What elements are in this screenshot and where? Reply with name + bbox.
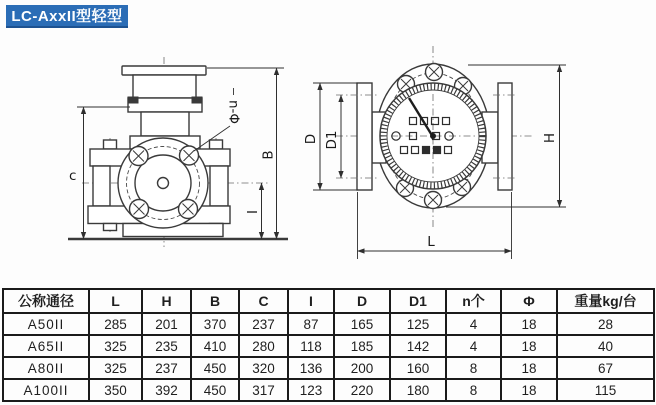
table-cell: 450	[191, 357, 239, 379]
front-view	[303, 46, 566, 259]
table-cell: 237	[239, 313, 288, 335]
table-cell: 200	[334, 357, 390, 379]
left-flange	[357, 83, 372, 190]
dim-label-L: L	[427, 234, 435, 250]
right-flange	[498, 83, 512, 190]
dim-label-I: I	[245, 210, 261, 214]
col-header-I: I	[288, 289, 334, 313]
bolt-note-label: n-Φ	[225, 99, 242, 125]
table-cell: 87	[288, 313, 334, 335]
col-header-D: D	[334, 289, 390, 313]
table-cell: 142	[390, 335, 446, 357]
table-cell: 40	[557, 335, 654, 357]
col-header-D1: D1	[390, 289, 446, 313]
spec-table	[2, 288, 655, 402]
table-cell: 410	[191, 335, 239, 357]
table-cell: 8	[446, 379, 501, 401]
counter-cap	[122, 66, 206, 75]
table-cell: 18	[501, 313, 557, 335]
table-cell: 280	[239, 335, 288, 357]
table-cell: A100II	[3, 379, 89, 401]
bolt-icon	[179, 200, 198, 219]
table-cell: 285	[89, 313, 142, 335]
table-row	[3, 335, 654, 357]
table-cell: 4	[446, 335, 501, 357]
col-header-weight: 重量kg/台	[557, 289, 654, 313]
table-cell: A80II	[3, 357, 89, 379]
table-cell: 4	[446, 313, 501, 335]
table-cell: 18	[501, 357, 557, 379]
dial-gauge-icon	[380, 83, 486, 189]
bolt-icon	[129, 147, 148, 166]
left-view	[68, 57, 288, 247]
page-title: LC-AxxII型轻型	[6, 5, 128, 28]
table-cell: 136	[288, 357, 334, 379]
table-cell: 201	[142, 313, 191, 335]
table-cell: 325	[89, 357, 142, 379]
table-cell: 237	[142, 357, 191, 379]
table-cell: 118	[288, 335, 334, 357]
table-cell: 8	[446, 357, 501, 379]
table-cell: 67	[557, 357, 654, 379]
dim-label-B: B	[260, 150, 277, 160]
table-cell: 18	[501, 379, 557, 401]
col-header-dn: 公称通径	[3, 289, 89, 313]
table-cell: 317	[239, 379, 288, 401]
table-cell: 18	[501, 335, 557, 357]
table-cell: 350	[89, 379, 142, 401]
col-header-B: B	[191, 289, 239, 313]
bolt-icon	[130, 200, 149, 219]
col-header-C: C	[239, 289, 288, 313]
table-header-row	[3, 289, 654, 313]
table-cell: 115	[557, 379, 654, 401]
bolt-icon	[180, 146, 199, 165]
table-row	[3, 357, 654, 379]
table-cell: 123	[288, 379, 334, 401]
table-cell: A50II	[3, 313, 89, 335]
flange-face	[118, 138, 208, 228]
table-row	[3, 379, 654, 401]
table-cell: 220	[334, 379, 390, 401]
table-cell: 235	[142, 335, 191, 357]
table-cell: 325	[89, 335, 142, 357]
table-cell: 28	[557, 313, 654, 335]
col-header-H: H	[142, 289, 191, 313]
dim-label-D: D	[303, 133, 319, 145]
dim-label-c: c	[69, 168, 77, 184]
table-cell: 180	[390, 379, 446, 401]
table-cell: 392	[142, 379, 191, 401]
table-cell: 185	[334, 335, 390, 357]
dim-label-D1: D1	[324, 130, 340, 150]
bolt-icon	[426, 64, 443, 81]
bolt-icon	[425, 192, 442, 209]
table-cell: 320	[239, 357, 288, 379]
col-header-phi: Φ	[501, 289, 557, 313]
table-cell: 125	[390, 313, 446, 335]
table-cell: 370	[191, 313, 239, 335]
table-cell: 160	[390, 357, 446, 379]
dim-label-H: H	[542, 132, 558, 144]
table-row	[3, 313, 654, 335]
table-cell: 165	[334, 313, 390, 335]
table-cell: A65II	[3, 335, 89, 357]
table-cell: 450	[191, 379, 239, 401]
col-header-L: L	[89, 289, 142, 313]
col-header-n: n个	[446, 289, 501, 313]
